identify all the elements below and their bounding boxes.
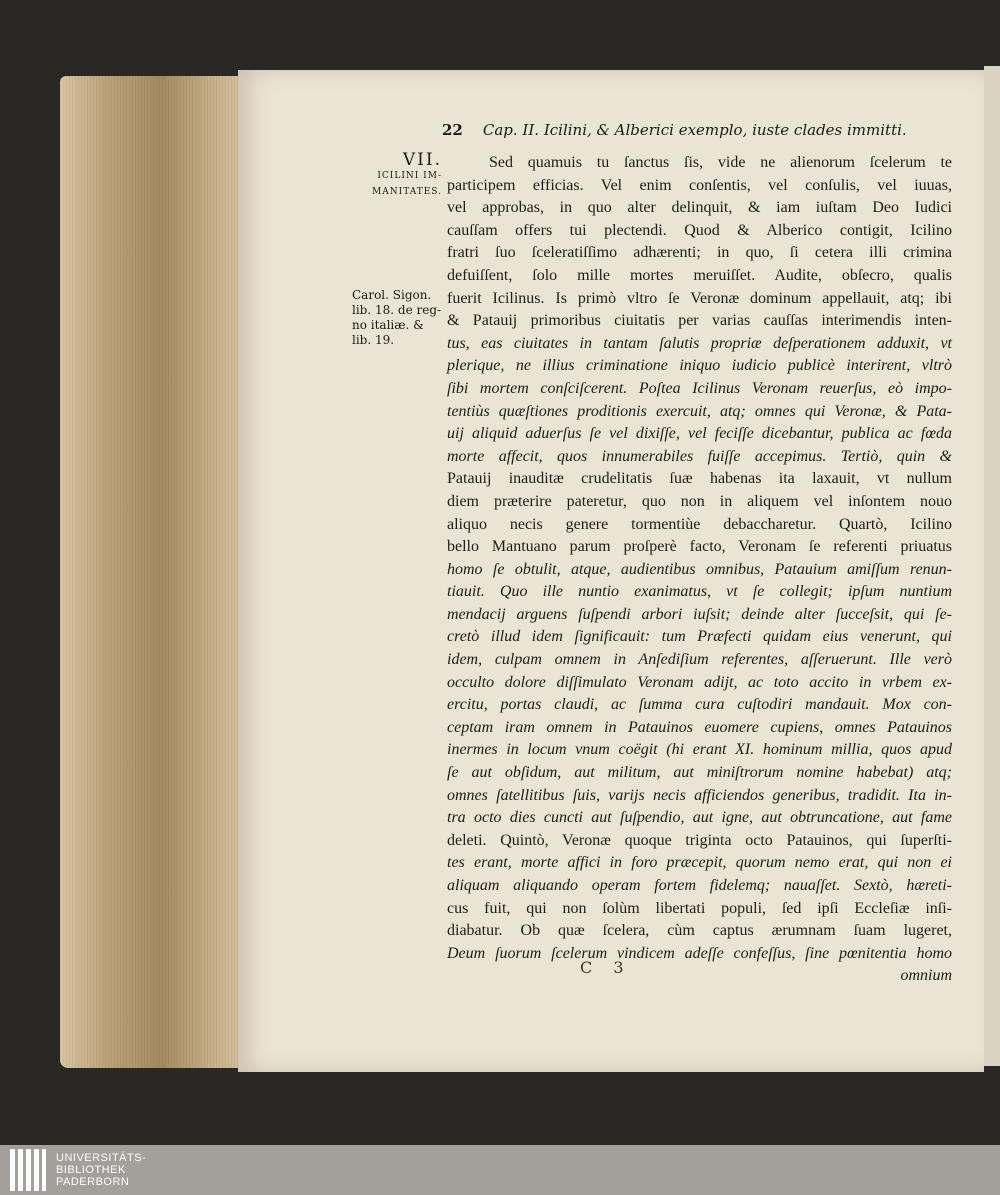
text-line: fratri ſuo ſceleratiſſimo adhærenti; in quo, ſi cetera illi crimina	[447, 244, 952, 262]
text-line: omnes ſatellitibus ſuis, varijs necis afficiendos generibus, tradidit. Ita in-	[447, 786, 952, 804]
text-line: bello Mantuano parum proſperè facto, Veronam ſe referenti priuatus	[447, 538, 952, 556]
logo-line: PADERBORN	[56, 1176, 130, 1188]
text-line: defuiſſent, ſolo mille mortes meruiſſet. Audite, obſecro, qualis	[447, 266, 952, 284]
running-head	[442, 121, 972, 139]
text-line: tes erant, morte affici in foro præcepit, quorum nemo erat, qui non ei	[447, 854, 952, 872]
reference-line: lib. 18. de reg-	[352, 303, 442, 317]
text-line: Patauij inauditæ crudelitatis ſuæ habenas ita laxauit, vt nullum	[447, 470, 952, 488]
text-line: diabatur. Ob quæ ſcelera, cùm captus ærumnam ſuam lugeret,	[447, 922, 952, 940]
logo-line: BIBLIOTHEK	[56, 1164, 126, 1176]
text-line: participem efficias. Vel enim conſentis, vel conſulis, vel iuuas,	[447, 176, 952, 194]
text-line: ſe aut obſidum, aut militum, aut miniſtrorum nomine habebat) atq;	[447, 764, 952, 782]
text-line: mendacij arguens ſuſpendi arbori iuſsit; deinde alter ſucceſsit, qui ſe-	[447, 605, 952, 623]
text-line: occulto dolore diſſimulato Veronam adijt, ac toto accito in vrbem ex-	[447, 673, 952, 691]
logo-line: UNIVERSITÄTS-	[56, 1152, 147, 1164]
text-line: idem, culpam omnem in Anſediſium referentes, aſſeruerunt. Ille verò	[447, 651, 952, 669]
text-line: cus fuit, qui non ſolùm libertati populi, ſed ipſi Eccleſiæ inſi-	[447, 899, 952, 917]
library-logo-icon	[10, 1149, 48, 1191]
margin-reference	[352, 288, 444, 348]
text-line: diem præterire pateretur, quo non in aliquem vel inſontem nouo	[447, 492, 952, 510]
facing-page-edge	[984, 66, 1000, 1066]
body-text	[447, 152, 952, 988]
text-line: aliquo necis genere tormentiùe debaccharetur. Quartò, Icilino	[447, 515, 952, 533]
text-line: uij aliquid aduerſus ſe vel dixiſſe, vel feciſſe dicebantur, publica ac fœda	[447, 425, 952, 443]
text-line: tus, eas ciuitates in tantam ſalutis propriæ deſperationem adduxit, vt	[447, 334, 952, 352]
text-line: tra octo dies cuncti aut ſuſpendio, aut igne, aut obtruncatione, aut fame	[447, 809, 952, 827]
text-line: deleti. Quintò, Veronæ quoque triginta octo Patauinos, qui ſuperſti-	[447, 831, 952, 849]
library-logo-text	[56, 1152, 146, 1188]
running-title: Cap. II. Icilini, & Alberici exemplo, iuste clades immitti.	[482, 121, 907, 139]
reference-line: lib. 19.	[352, 333, 395, 347]
text-line: cauſſam offers tui plectendi. Quod & Alberico contigit, Icilino	[447, 221, 952, 239]
book-fore-edge	[60, 76, 245, 1068]
margin-heading	[352, 152, 442, 200]
text-line: tentiùs quæſtiones proditionis exercuit, atq; omnes qui Veronæ, & Pata-	[447, 402, 952, 420]
text-line: omnium	[900, 967, 952, 985]
section-numeral: VII.	[402, 150, 442, 170]
signature-mark: C 3	[580, 958, 632, 977]
text-line: Sed quamuis tu ſanctus ſis, vide ne alienorum ſcelerum te	[489, 154, 952, 171]
text-line: morte affecit, quos innumerabiles fuiſſe accepimus. Tertiò, quin &	[447, 447, 952, 465]
text-line: inermes in locum vnum coëgit (hi erant XI. hominum millia, quos apud	[447, 741, 952, 759]
reference-line: no italiæ. &	[352, 318, 424, 332]
text-line: ercitu, portas claudi, ac ſumma cura cuſtodiri mandauit. Mox con-	[447, 696, 952, 714]
library-logo	[10, 1149, 146, 1191]
text-line: homo ſe obtulit, atque, audientibus omnibus, Patauium amiſſum renun-	[447, 560, 952, 578]
text-line: & Patauij primoribus ciuitatis per varias cauſſas interimendis inten-	[447, 312, 952, 330]
reference-line: Carol. Sigon.	[352, 288, 432, 302]
section-title-line: MANITATES.	[372, 187, 442, 197]
page-number: 22	[442, 121, 463, 139]
text-line: cretò illud idem ſignificauit: tum Præfecti quidam eius venerunt, qui	[447, 628, 952, 646]
text-line: plerique, ne illius criminatione iniquo iudicio publicè interirent, vltrò	[447, 357, 952, 375]
footer-bar	[0, 1145, 1000, 1195]
text-line: tiauit. Quo ille nuntio exanimatus, vt ſe collegit; ipſum nuntium	[447, 583, 952, 601]
section-title-line: ICILINI IM-	[377, 171, 442, 181]
text-line: fuerit Icilinus. Is primò vltro ſe Veronæ dominum appellauit, atq; ibi	[447, 289, 952, 307]
text-line: ſibi mortem conſciſcerent. Poſtea Icilinus Veronam reuerſus, eò impo-	[447, 379, 952, 397]
text-line: aliquam aliquando operam fortem fidelemq; nauaſſet. Sextò, hæreti-	[447, 877, 952, 894]
text-line: Deum ſuorum ſcelerum vindicem adeſſe confeſſus, ſine pœnitentia homo	[447, 944, 952, 962]
text-line: ceptam iram omnem in Patauinos euomere cupiens, omnes Patauinos	[447, 718, 952, 736]
text-line: vel approbas, in quo alter delinquit, & iam iuſtam Deo Iudici	[447, 199, 952, 217]
